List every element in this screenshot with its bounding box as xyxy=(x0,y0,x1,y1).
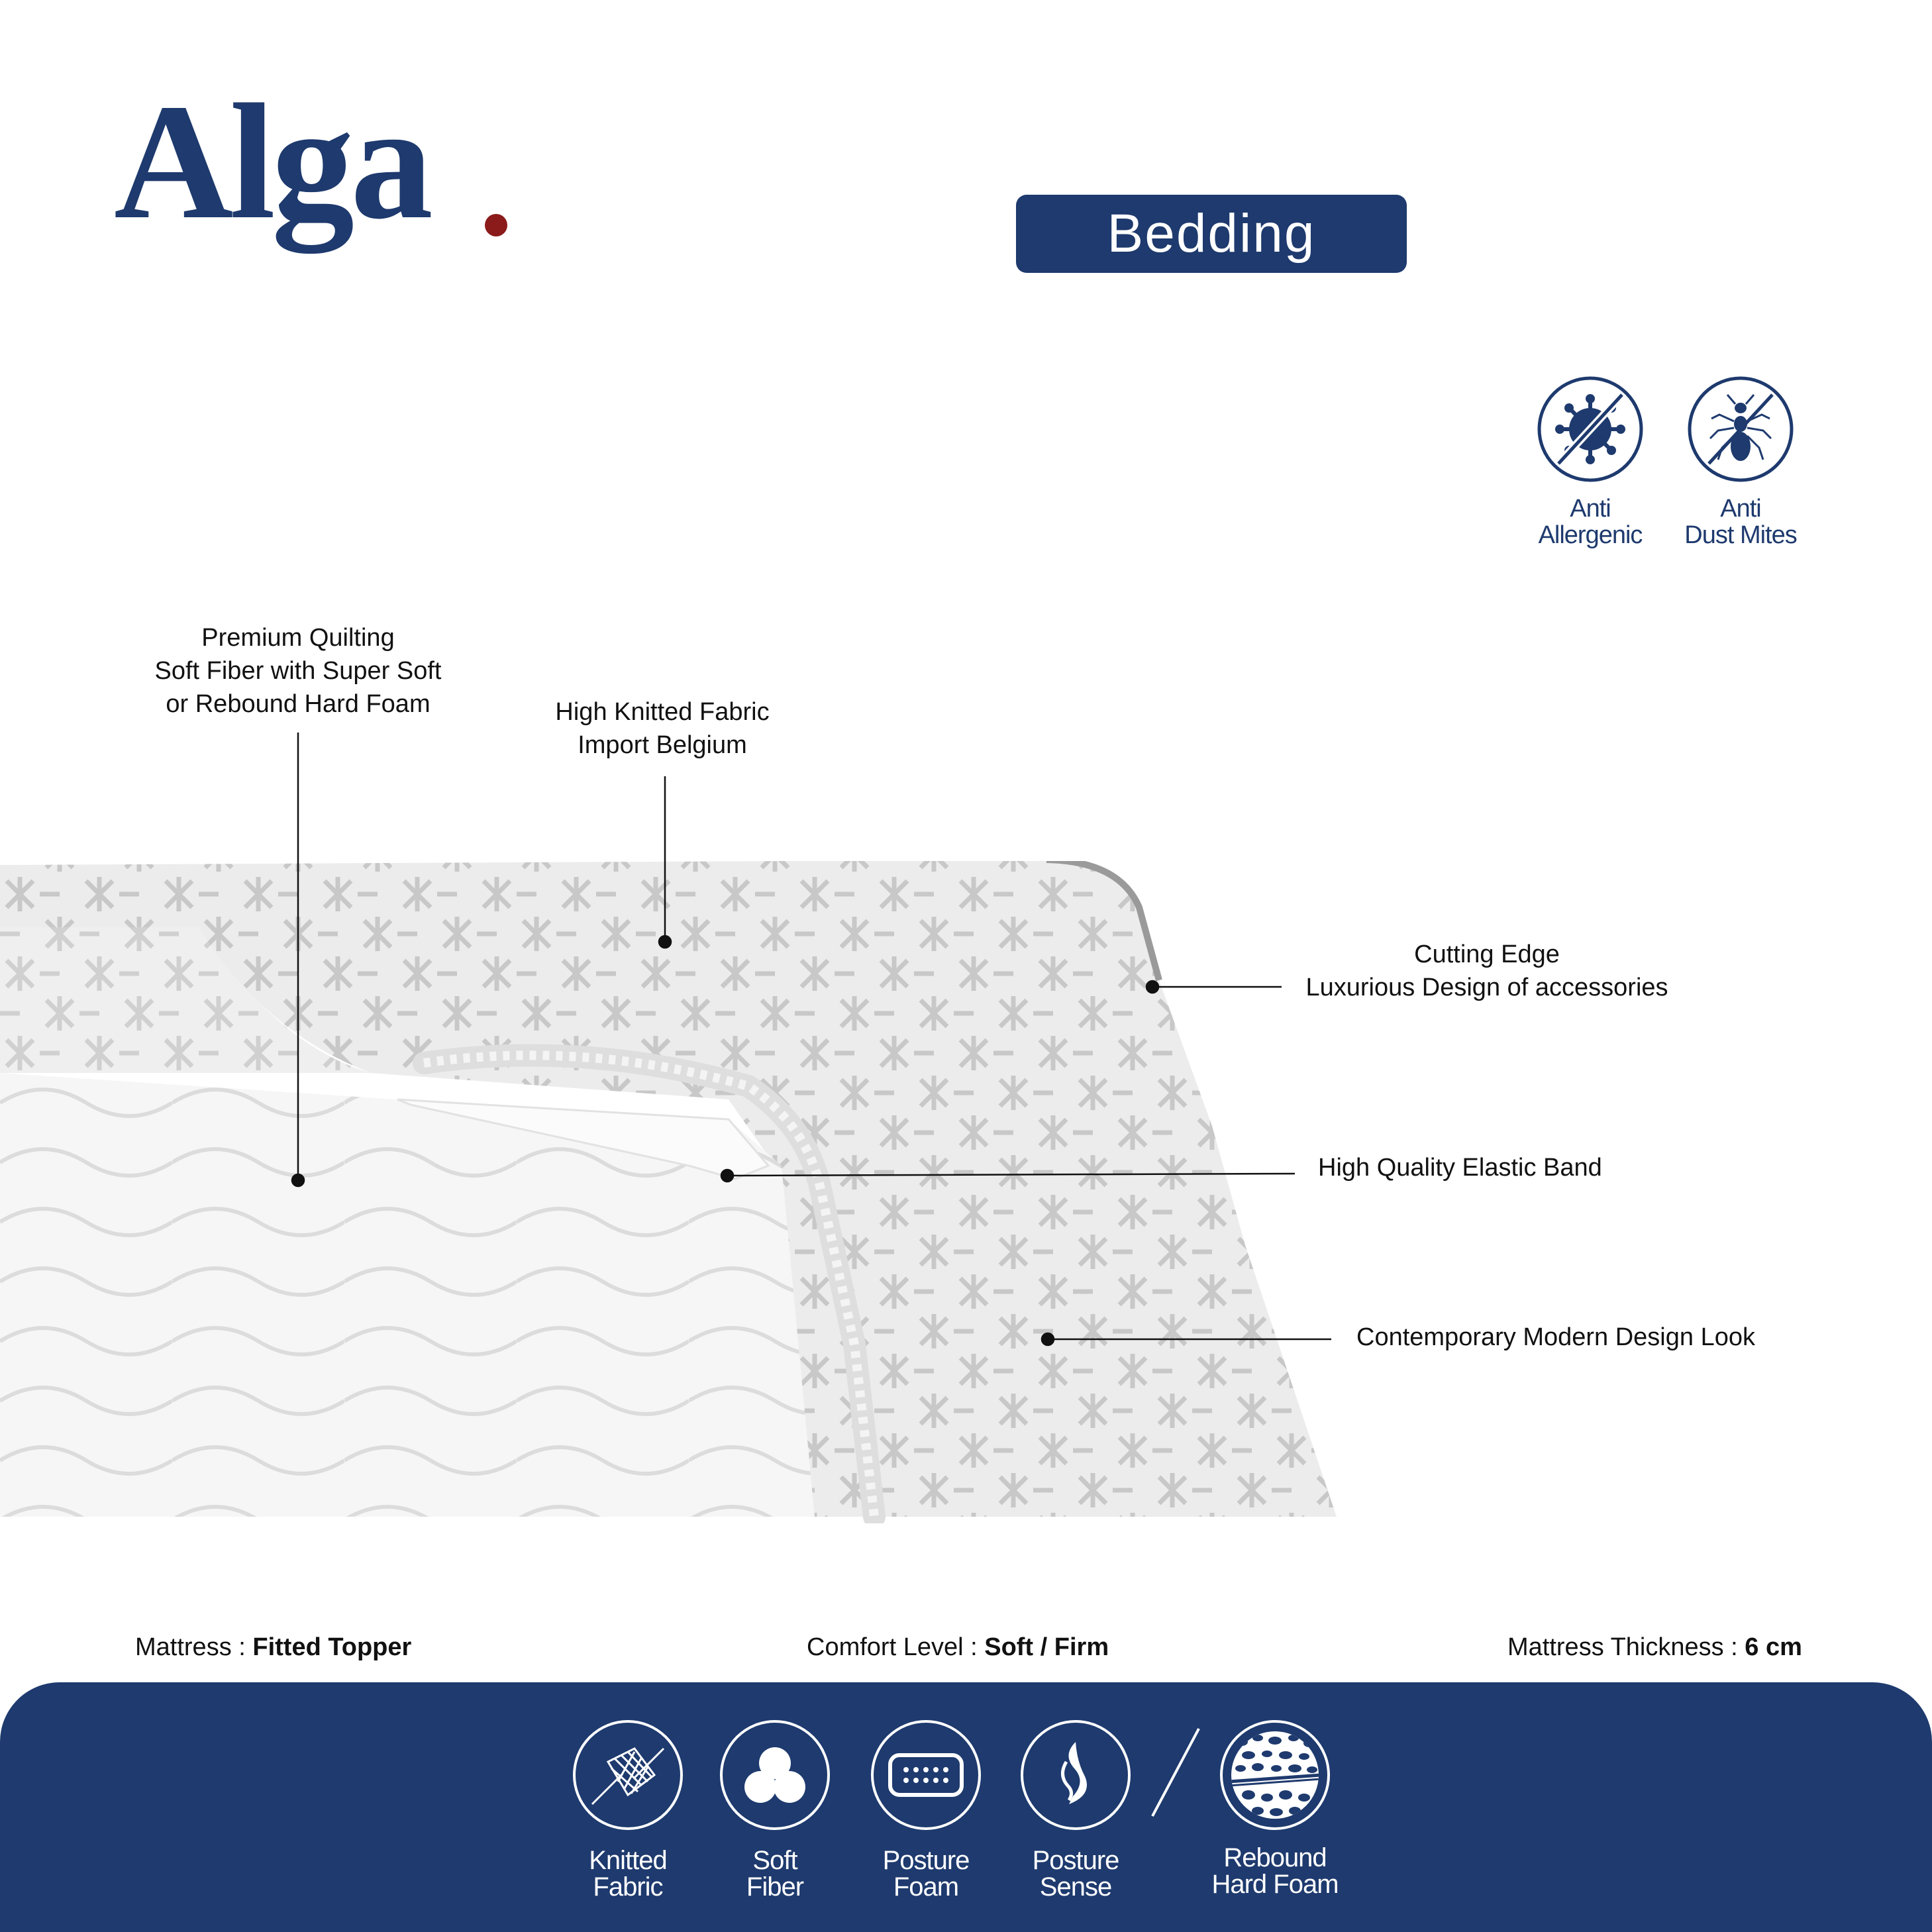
callout-fabric: High Knitted Fabric Import Belgium xyxy=(555,698,770,759)
divider-slash xyxy=(1146,1726,1205,1819)
posture-foam-icon xyxy=(871,1720,981,1830)
feature-soft-fiber: Soft Fiber xyxy=(702,1720,848,1900)
callout-cutting-edge: Cutting Edge Luxurious Design of accessories xyxy=(1305,941,1668,1001)
callout-quilting: Premium Quilting Soft Fiber with Super Soft or Rebound Hard Foam xyxy=(154,624,442,718)
knitted-fabric-icon xyxy=(573,1720,683,1830)
badge-label: Anti Allergenic xyxy=(1538,495,1643,549)
rebound-hard-foam-icon xyxy=(1220,1720,1330,1830)
callout-elastic: High Quality Elastic Band xyxy=(1318,1154,1602,1182)
soft-fiber-icon xyxy=(720,1720,830,1830)
spec-thickness: Mattress Thickness : 6 cm xyxy=(1507,1633,1802,1661)
callout-modern: Contemporary Modern Design Look xyxy=(1356,1323,1755,1351)
category-badge: Bedding xyxy=(1016,195,1407,273)
feature-posture-sense: Posture Sense xyxy=(1003,1720,1148,1900)
spec-mattress: Mattress : Fitted Topper xyxy=(135,1633,412,1661)
brand-logo: Alga xyxy=(114,70,429,254)
badge-label: Anti Dust Mites xyxy=(1684,495,1797,549)
posture-sense-icon xyxy=(1021,1720,1131,1830)
feature-posture-foam: Posture Foam xyxy=(853,1720,999,1900)
spec-comfort: Comfort Level : Soft / Firm xyxy=(807,1633,1109,1661)
feature-knitted-fabric: Knitted Fabric xyxy=(555,1720,701,1900)
feature-rebound-hard-foam: Rebound Hard Foam xyxy=(1202,1720,1348,1898)
